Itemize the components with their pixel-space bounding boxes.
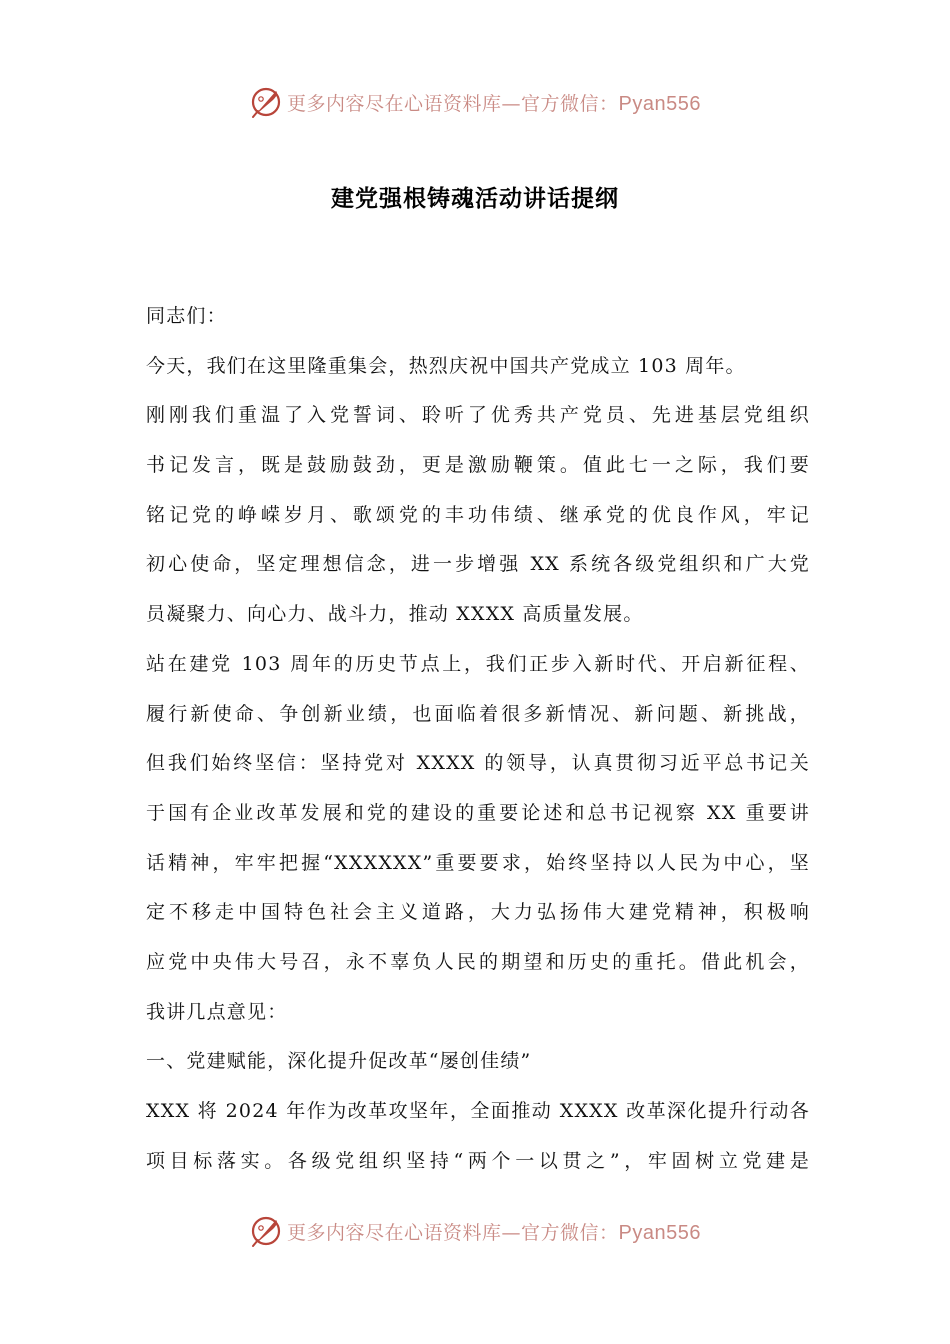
text-line: 初心使命，坚定理想信念，进一步增强 XX 系统各级党组织和广大党 xyxy=(146,553,810,576)
text-line: 站在建党 103 周年的历史节点上，我们正步入新时代、开启新征程、 xyxy=(146,652,810,675)
document-title: 建党强根铸魂活动讲话提纲 xyxy=(331,186,619,212)
footer-watermark xyxy=(0,1211,950,1251)
text-line: 今天，我们在这里隆重集会，热烈庆祝中国共产党成立 103 周年。 xyxy=(146,354,746,377)
header-watermark xyxy=(0,82,950,122)
wechat-id: Pyan556 xyxy=(618,92,701,115)
watermark-text: 更多内容尽在心语资料库—官方微信：Pyan556 xyxy=(287,92,701,115)
text-line: 铭记党的峥嵘岁月、歌颂党的丰功伟绩、继承党的优良作风，牢记 xyxy=(146,503,810,526)
text-line: 员凝聚力、向心力、战斗力，推动 XXXX 高质量发展。 xyxy=(146,603,644,626)
text-line: 话精神，牢牢把握“XXXXXX”重要要求，始终坚持以人民为中心，坚 xyxy=(146,851,810,874)
text-line: 应党中央伟大号召，永不辜负人民的期望和历史的重托。借此机会， xyxy=(146,950,810,973)
text-line: XXX 将 2024 年作为改革攻坚年，全面推动 XXXX 改革深化提升行动各 xyxy=(146,1100,810,1122)
watermark-text: 更多内容尽在心语资料库—官方微信：Pyan556 xyxy=(287,1221,701,1244)
text-line: 书记发言，既是鼓励鼓劲，更是激励鞭策。值此七一之际，我们要 xyxy=(146,454,810,477)
text-line: 但我们始终坚信：坚持党对 XXXX 的领导，认真贯彻习近平总书记关 xyxy=(146,752,810,775)
text-line: 同志们： xyxy=(146,305,227,327)
wechat-id: Pyan556 xyxy=(618,1221,701,1244)
quill-logo-icon xyxy=(249,1214,283,1248)
text-line: 定不移走中国特色社会主义道路，大力弘扬伟大建党精神，积极响 xyxy=(146,901,810,924)
quill-logo-icon xyxy=(249,85,283,119)
text-line: 项目标落实。各级党组织坚持“两个一以贯之”，牢固树立党建是 xyxy=(146,1149,810,1172)
text-line: 刚刚我们重温了入党誓词、聆听了优秀共产党员、先进基层党组织 xyxy=(146,404,810,427)
text-line: 履行新使命、争创新业绩，也面临着很多新情况、新问题、新挑战， xyxy=(146,702,810,725)
document-body xyxy=(146,292,810,1186)
text-line: 于国有企业改革发展和党的建设的重要论述和总书记视察 XX 重要讲 xyxy=(146,801,810,824)
text-line: 一、党建赋能，深化提升促改革“屡创佳绩” xyxy=(146,1050,532,1073)
text-line: 我讲几点意见： xyxy=(146,1000,288,1023)
